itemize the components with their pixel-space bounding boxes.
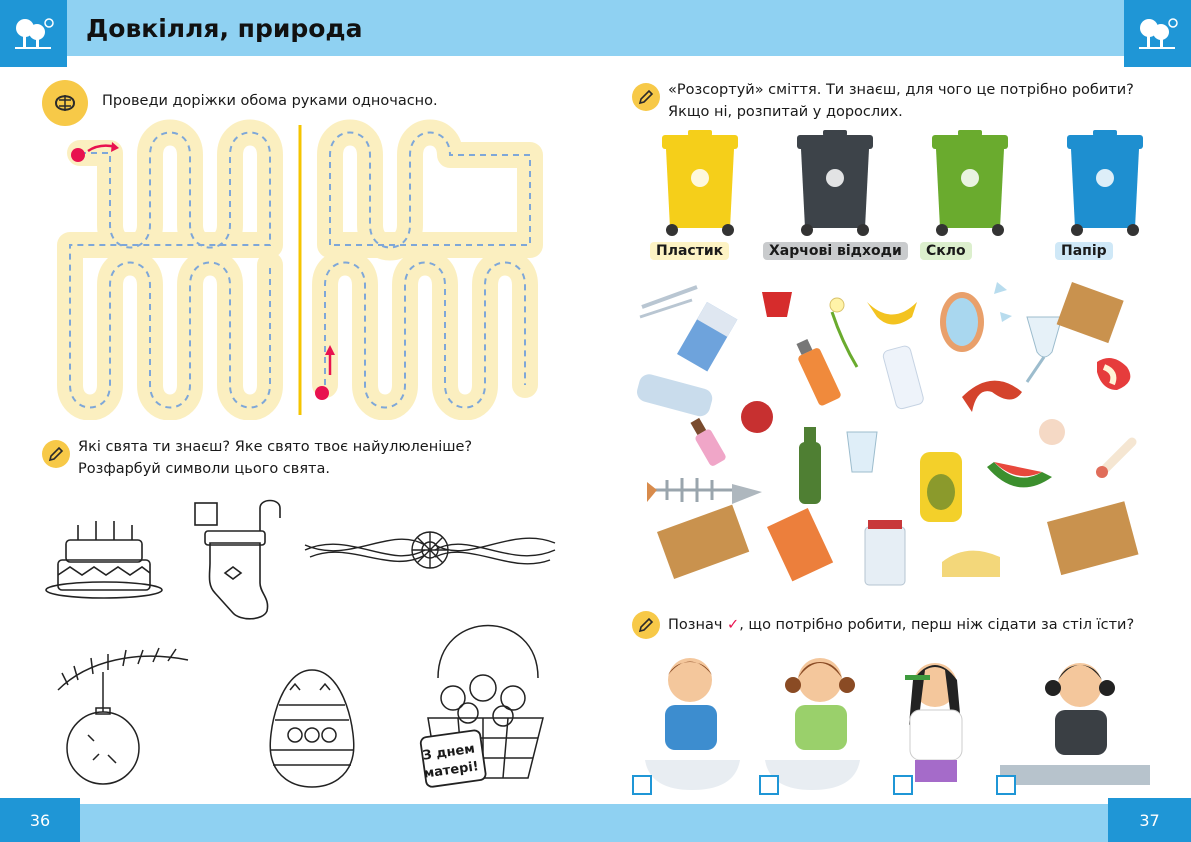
fish-bone-icon bbox=[647, 478, 762, 504]
task-sort-line2: Якщо ні, розпитай у дорослих. bbox=[668, 104, 903, 120]
task-holidays-line1: Які свята ти знаєш? Яке свято твоє найулюленіше? bbox=[78, 439, 473, 455]
page-title: Довкілля, природа bbox=[86, 14, 363, 43]
task-before-eating bbox=[668, 614, 1134, 636]
banana-peel-icon bbox=[867, 302, 917, 325]
trash-bin-icon bbox=[1055, 130, 1155, 238]
checkbox-wash-dishes[interactable] bbox=[996, 775, 1016, 795]
nature-icon bbox=[11, 14, 57, 54]
page-number-left: 36 bbox=[0, 798, 80, 842]
sign-line1: З днем bbox=[421, 741, 476, 764]
pizza-box-icon bbox=[657, 505, 749, 579]
watermelon-icon bbox=[987, 462, 1052, 487]
cup-icon bbox=[762, 292, 792, 317]
book-icon bbox=[767, 508, 833, 581]
task-sort-line1: «Розсортуй» сміття. Ти знаєш, для чого це потрібно робити? bbox=[668, 82, 1134, 98]
bin-label: Папір bbox=[1055, 242, 1113, 260]
trash-bin-icon bbox=[650, 130, 750, 238]
plastic-bottle-icon bbox=[635, 372, 715, 418]
cheese-icon bbox=[942, 551, 1000, 577]
pencil-icon bbox=[42, 440, 70, 468]
tracing-paths bbox=[40, 115, 565, 420]
bin-4[interactable] bbox=[1055, 130, 1155, 260]
sign-line2: матері! bbox=[422, 759, 480, 782]
sausage-icon bbox=[962, 381, 1022, 412]
jar-icon bbox=[865, 520, 905, 585]
girl-combing-hair-icon bbox=[905, 663, 962, 782]
checkbox-brush-teeth[interactable] bbox=[759, 775, 779, 795]
mothers-day-sign bbox=[420, 740, 480, 783]
task4-prefix: Познач bbox=[668, 617, 723, 633]
birthday-cake-icon[interactable] bbox=[44, 515, 169, 605]
broken-glass-icon bbox=[994, 282, 1012, 322]
footer-bar bbox=[0, 804, 1191, 842]
checkmark-icon: ✓ bbox=[727, 617, 740, 633]
wine-glass-icon bbox=[1027, 317, 1062, 382]
easter-egg-icon[interactable] bbox=[265, 665, 360, 790]
header-corner-right bbox=[1124, 0, 1191, 67]
checkbox-wash-hands[interactable] bbox=[632, 775, 652, 795]
apple-icon bbox=[741, 401, 773, 433]
page-number-right: 37 bbox=[1108, 798, 1191, 842]
bin-3[interactable] bbox=[920, 130, 1020, 260]
flower-stem-icon bbox=[830, 298, 857, 367]
header-corner-left bbox=[0, 0, 67, 67]
eggshell-icon bbox=[1039, 419, 1065, 445]
spray-bottle-icon bbox=[792, 336, 842, 407]
christmas-ornament-icon[interactable] bbox=[48, 630, 198, 790]
christmas-stocking-icon[interactable] bbox=[185, 493, 295, 623]
hygiene-illustrations bbox=[645, 650, 1160, 795]
pencil-icon bbox=[632, 83, 660, 111]
girl-brushing-teeth-icon bbox=[765, 658, 860, 790]
pencil-icon bbox=[632, 611, 660, 639]
checkbox-comb-hair[interactable] bbox=[893, 775, 913, 795]
fork-knife-icon bbox=[640, 287, 697, 317]
detergent-bottle-icon bbox=[920, 452, 962, 522]
bin-label: Скло bbox=[920, 242, 972, 260]
bins-row bbox=[650, 130, 1150, 265]
task-holidays bbox=[78, 436, 472, 480]
trash-items bbox=[632, 272, 1152, 592]
milk-carton-icon bbox=[677, 302, 737, 371]
milk-bottle-icon bbox=[882, 345, 925, 410]
nature-icon bbox=[1135, 14, 1181, 54]
apple-core-icon bbox=[1097, 358, 1130, 390]
task-holidays-line2: Розфарбуй символи цього свята. bbox=[78, 461, 330, 477]
girl-washing-dishes-icon bbox=[1000, 663, 1150, 785]
paper-bag-icon bbox=[1057, 282, 1124, 343]
mirror-icon bbox=[940, 292, 984, 352]
boy-washing-hands-icon bbox=[645, 658, 740, 790]
task-trace-paths: Проведи доріжки обома руками одночасно. bbox=[102, 93, 438, 109]
bin-label: Харчові відходи bbox=[763, 242, 908, 260]
task4-suffix: , що потрібно робити, перш ніж сідати за стіл їсти? bbox=[739, 617, 1135, 633]
glass-cup-icon bbox=[847, 432, 877, 472]
small-bottle-icon bbox=[687, 416, 727, 467]
trash-bin-icon bbox=[920, 130, 1020, 238]
task-sort-trash bbox=[668, 79, 1134, 123]
embroidered-towel-icon[interactable] bbox=[300, 515, 560, 585]
bin-label: Пластик bbox=[650, 242, 729, 260]
glass-bottle-icon bbox=[799, 427, 821, 504]
bin-2[interactable] bbox=[769, 130, 902, 260]
bone-icon bbox=[1096, 442, 1132, 478]
trash-bin-icon bbox=[785, 130, 885, 238]
bin-1[interactable] bbox=[650, 130, 750, 260]
cardboard-icon bbox=[1047, 501, 1139, 575]
